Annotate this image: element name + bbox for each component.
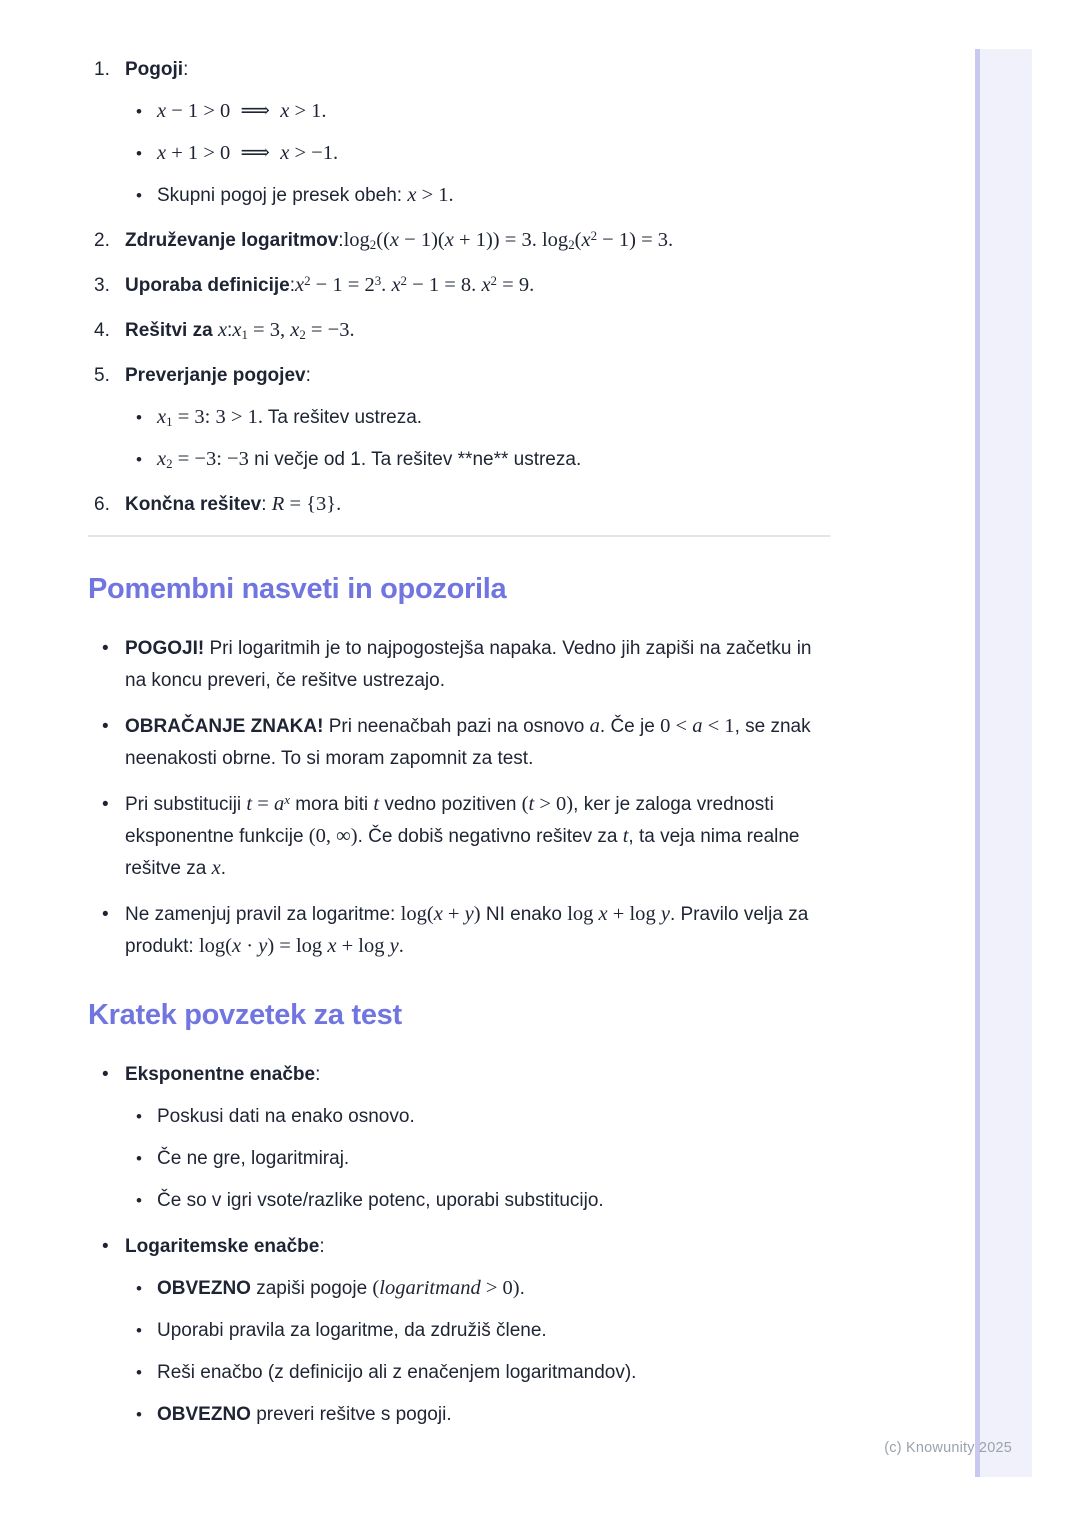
copyright-footer: (c) Knowunity 2025 [884,1440,1012,1456]
text-run: mora biti [289,794,374,815]
list-item [88,1231,830,1431]
text-run: x [232,319,242,341]
text-run: = 9. [497,274,535,296]
text-run: . [519,1278,525,1299]
list-item [88,633,830,697]
text-run: preveri rešitve s pogoji. [250,1404,452,1425]
text-run: > 0) [534,793,574,815]
text-run: x [598,903,608,925]
text-run: x [157,100,167,122]
text-run: − 1 = 8. [407,274,482,296]
text-run: x [433,903,443,925]
section-heading: Pomembni nasveti in opozorila [88,573,507,605]
text-run: + 1 > 0 ⟹ [166,142,281,164]
text-run: . Če dobiš negativno rešitev za [357,826,623,847]
text-run: . [381,274,392,296]
bullet-list [125,402,830,476]
text-run: NI enako [480,904,568,925]
text-run: x [280,142,290,164]
text-run: x [157,142,167,164]
text-run: ) = log [267,935,328,957]
list-item [125,1185,830,1217]
text-run: Eksponentne enačbe [125,1064,316,1085]
text-run: : [338,230,344,251]
text-run: + [442,903,465,925]
text-run: ( [574,229,582,251]
text-run: x [391,274,401,296]
text-run: + log [607,903,661,925]
text-run: = −3: −3 [172,448,249,470]
text-run: log [343,229,370,251]
text-run: ( [372,1277,380,1299]
text-run: y [258,935,268,957]
text-run: t [246,793,253,815]
text-run: ( [521,793,529,815]
text-run: > 1. [416,184,454,206]
text-run: x [157,406,167,428]
text-run: > −1. [289,142,339,164]
text-run: − 1) = 3. [597,229,674,251]
list-item [125,1143,830,1175]
text-run: a [692,715,703,737]
text-run: 2 [400,273,407,289]
text-run: − 1)( [399,229,445,251]
text-run: log( [400,903,434,925]
text-run: − 1 > 0 ⟹ [166,100,281,122]
list-item [125,444,830,476]
text-run: x [217,319,228,341]
bullet-list [125,1101,830,1217]
text-run: Preverjanje pogojev [125,365,306,386]
text-run: Logaritemske enačbe [125,1236,320,1257]
text-run: : [289,275,295,296]
list-item [88,489,830,521]
list-item [125,96,830,128]
text-run: Končna rešitev [125,494,262,515]
text-run: , ta veja nima realne rešitve za [125,826,800,879]
text-run: x [327,935,337,957]
text-run: Pogoji [125,59,184,80]
bullet-list [88,633,830,963]
list-item [125,1315,830,1347]
list-item [88,711,830,775]
text-run: t [622,825,629,847]
text-run: . Če je [599,716,661,737]
text-run: Rešitvi za [125,320,218,341]
section-heading: Kratek povzetek za test [88,999,402,1031]
text-run: Poskusi dati na enako osnovo. [157,1106,415,1127]
text-run: Združevanje logaritmov [125,230,339,251]
text-run: : [315,1064,321,1085]
text-run: x [211,857,221,879]
text-run: t [528,793,535,815]
list-item [125,1273,830,1305]
text-run: < 1 [702,715,735,737]
text-run: . [220,858,226,879]
text-run: x [280,100,290,122]
text-run: Ta rešitev ustreza. [262,407,423,428]
text-run: x [284,792,290,808]
text-run: 1 [166,414,173,430]
text-run: x [481,274,491,296]
text-run: x [389,229,400,251]
text-run: : [227,320,233,341]
text-run: 2 [369,237,377,253]
text-run: Pri substituciji [125,794,247,815]
text-run: POGOJI! [125,638,205,659]
text-run: x [157,448,167,470]
list-item [88,360,830,476]
bullet-list [88,1059,830,1431]
text-run: · [241,935,259,957]
list-item [125,1101,830,1133]
text-run: = 3: 3 > 1. [172,406,263,428]
text-run: 2 [590,228,598,244]
text-run: 2 [568,237,575,253]
text-run: x [294,274,305,296]
text-run: > 0) [480,1277,520,1299]
text-run: y [660,903,670,925]
text-run: = 3, [247,319,291,341]
text-run: + log [336,935,390,957]
text-run: logaritmand [379,1277,481,1299]
text-run: vedno pozitiven [379,794,522,815]
text-run: = {3}. [284,493,342,515]
text-run: Če ne gre, logaritmiraj. [157,1148,350,1169]
text-run: x [232,935,242,957]
text-run: OBRAČANJE ZNAKA! [125,716,324,737]
text-run: zapiši pogoje [250,1278,373,1299]
list-item [88,225,830,257]
text-run: (0, ∞) [308,825,358,847]
text-run: : [305,365,311,386]
text-run: OBVEZNO [157,1404,251,1425]
text-run: x [581,229,591,251]
text-run: t [373,793,380,815]
text-run: x [290,319,300,341]
text-run: , se znak neenakosti obrne. To si moram zapomnit za test. [125,716,811,769]
text-run: (( [376,229,390,251]
text-run: R [271,493,285,515]
text-run: 1 [241,327,248,343]
text-run: Pri neenačbah pazi na osnovo [323,716,590,737]
section-divider [88,535,830,537]
text-run: . [398,935,404,957]
text-run: log( [198,935,232,957]
list-item [125,402,830,434]
text-run: : [183,59,189,80]
text-run: 0 < [660,715,693,737]
bullet-list [125,1273,830,1431]
text-run: 2 [299,327,306,343]
text-run: Pri logaritmih je to najpogostejša napaka. Vedno jih zapiši na začetku in na koncu preveri, če rešitve ustrezajo. [125,638,812,691]
text-run: Uporabi pravila za logaritme, da združiš člene. [157,1320,547,1341]
list-item [125,1399,830,1431]
numbered-list [88,54,830,521]
list-item [88,270,830,302]
list-item [88,54,830,212]
text-run: + 1)) = 3. log [453,229,569,251]
text-run: > 1. [289,100,327,122]
list-item [88,899,830,963]
text-run: 3 [374,273,382,289]
text-run: Ne zamenjuj pravil za logaritme: [125,904,401,925]
text-run: log [567,903,599,925]
text-run: x [444,229,454,251]
text-run: Skupni pogoj je presek obeh: [157,185,408,206]
text-run: ) [473,903,481,925]
text-run: x [407,184,417,206]
text-run: y [389,935,399,957]
text-run: 2 [166,456,173,472]
list-item [125,1357,830,1389]
text-run: , ker je zaloga vrednosti eksponentne funkcije [125,794,774,847]
text-run: Uporaba definicije [125,275,290,296]
list-item [88,789,830,885]
text-run: OBVEZNO [157,1278,251,1299]
text-run: = [252,793,274,815]
bullet-list [125,96,830,212]
text-run: ni večje od 1. Ta rešitev **ne** ustreza. [248,449,582,470]
list-item [88,315,830,347]
text-run: Reši enačbo (z definicijo ali z enačenjem logaritmandov). [157,1362,637,1383]
list-item [125,138,830,170]
list-item [88,1059,830,1217]
text-run: . Pravilo velja za produkt: [125,904,809,957]
text-run: : [261,494,272,515]
text-run: a [589,715,600,737]
text-run: 2 [490,273,497,289]
list-item [125,180,830,212]
document-content [88,54,830,1445]
side-panel [975,49,1032,1477]
text-run: Če so v igri vsote/razlike potenc, uporabi substitucijo. [157,1190,604,1211]
text-run: y [464,903,474,925]
text-run: 2 [304,273,311,289]
text-run: a [273,793,285,815]
text-run: : [319,1236,325,1257]
text-run: − 1 = 2 [310,274,375,296]
text-run: = −3. [305,319,355,341]
